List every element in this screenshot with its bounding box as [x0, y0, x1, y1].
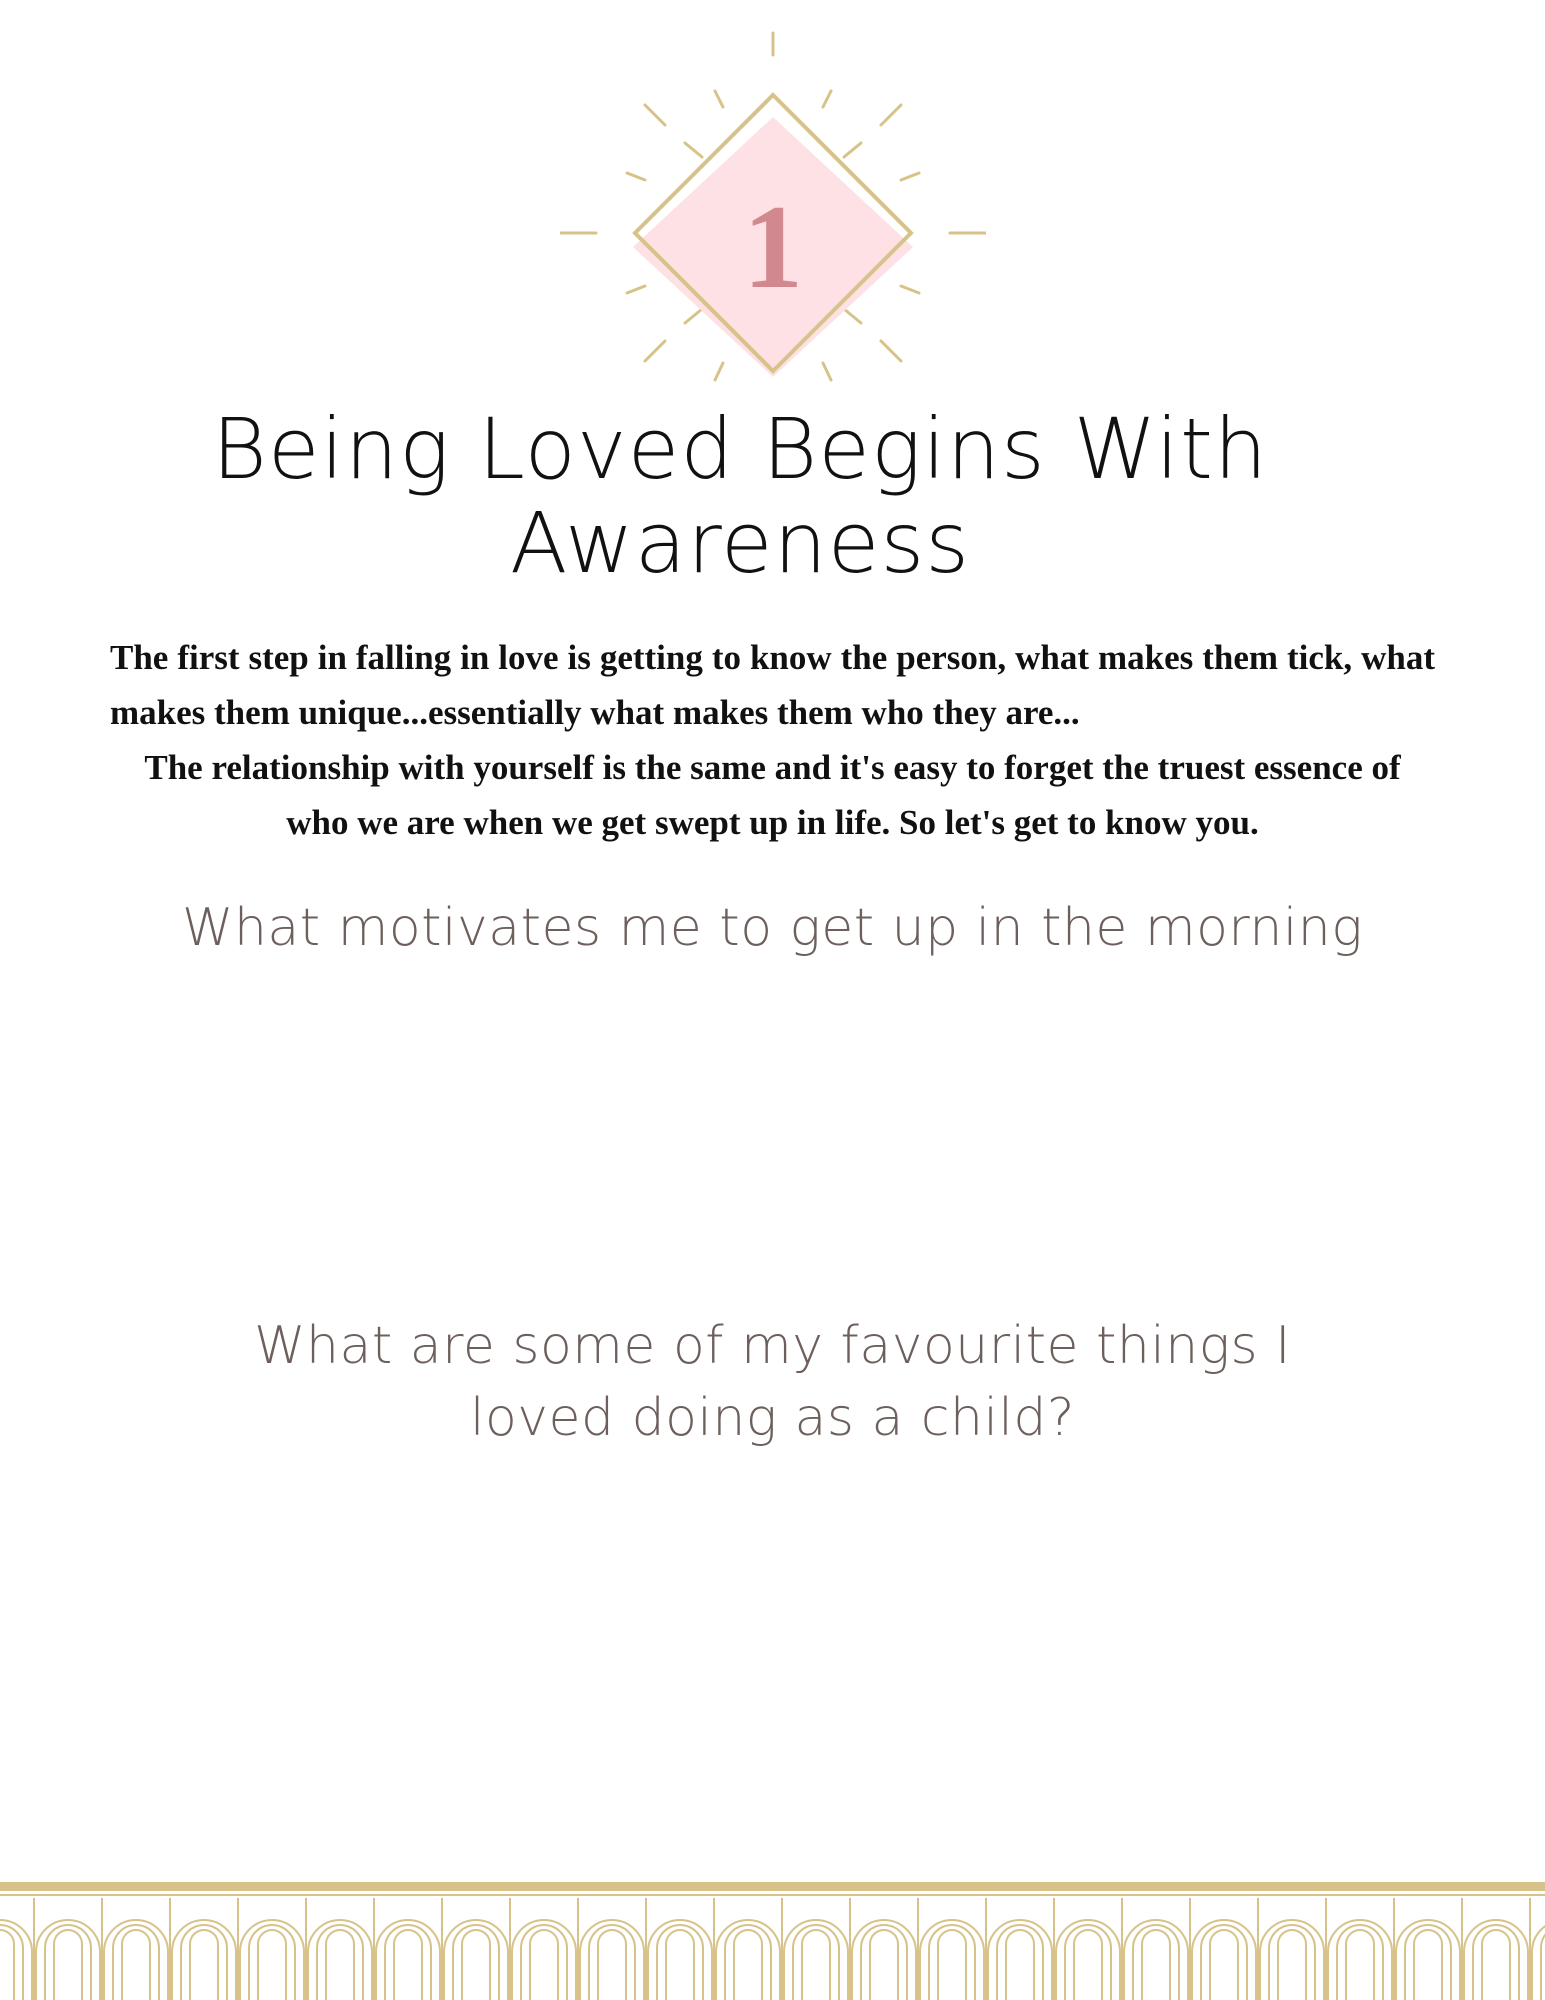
- deco-arch: [997, 1925, 1043, 2000]
- deco-arch: [1210, 1930, 1238, 2000]
- prompt-morning-motivation: What motivates me to get up in the morning: [182, 898, 1363, 958]
- page-title: [0, 402, 1480, 590]
- deco-arch: [598, 1930, 626, 2000]
- deco-arch: [54, 1930, 82, 2000]
- deco-arch: [1337, 1925, 1383, 2000]
- deco-arch: [1065, 1925, 1111, 2000]
- deco-arch: [929, 1925, 975, 2000]
- deco-arch: [1278, 1930, 1306, 2000]
- deco-arch: [657, 1925, 703, 2000]
- deco-arch: [589, 1925, 635, 2000]
- deco-arch: [1074, 1930, 1102, 2000]
- deco-arch: [861, 1925, 907, 2000]
- deco-arch: [521, 1925, 567, 2000]
- deco-arch: [385, 1925, 431, 2000]
- deco-arch: [1414, 1930, 1442, 2000]
- deco-arch: [870, 1930, 898, 2000]
- deco-arch: [113, 1925, 159, 2000]
- prompt-childhood-favourites: [0, 1310, 1545, 1454]
- deco-arch: [1142, 1930, 1170, 2000]
- deco-arch: [45, 1925, 91, 2000]
- deco-arch: [1346, 1930, 1374, 2000]
- answer-area-childhood-favourites[interactable]: [110, 1455, 1435, 1850]
- deco-arch: [666, 1930, 694, 2000]
- deco-arch: [1201, 1925, 1247, 2000]
- deco-arch: [1269, 1925, 1315, 2000]
- deco-arch: [0, 1930, 14, 2000]
- intro-paragraph-2: The relationship with yourself is the same and it's easy to forget the truest essence of who we are when we get swept up in life. So let's get to know you.: [144, 748, 1401, 842]
- intro-paragraph-1: The first step in falling in love is getting to know the person, what makes them tick, what makes them unique...essentially what makes them who they are...: [110, 638, 1435, 732]
- deco-arch: [453, 1925, 499, 2000]
- deco-arch: [1473, 1925, 1519, 2000]
- deco-arch: [793, 1925, 839, 2000]
- deco-arch: [1405, 1925, 1451, 2000]
- art-deco-border-decoration: [0, 1882, 1545, 2000]
- deco-arch: [258, 1930, 286, 2000]
- prompt-childhood-favourites-text: What are some of my favourite things I loved doing as a child?: [254, 1316, 1291, 1448]
- deco-arch: [530, 1930, 558, 2000]
- deco-arch: [802, 1930, 830, 2000]
- deco-arch: [190, 1930, 218, 2000]
- deco-arch: [462, 1930, 490, 2000]
- deco-arch: [181, 1925, 227, 2000]
- answer-area-morning-motivation[interactable]: [110, 975, 1435, 1285]
- deco-arch: [725, 1925, 771, 2000]
- deco-arch: [317, 1925, 363, 2000]
- deco-arch: [249, 1925, 295, 2000]
- deco-arch: [1006, 1930, 1034, 2000]
- deco-arch: [122, 1930, 150, 2000]
- deco-arch: [1532, 1920, 1545, 2000]
- deco-arch: [1482, 1930, 1510, 2000]
- deco-arch: [326, 1930, 354, 2000]
- badge-number: 1: [743, 180, 803, 313]
- deco-arch: [394, 1930, 422, 2000]
- intro-text: [110, 630, 1435, 850]
- number-badge-sunburst-icon: [560, 25, 986, 395]
- deco-arch: [938, 1930, 966, 2000]
- title-line-1: Being Loved Begins With: [211, 400, 1269, 498]
- title-line-2: Awareness: [509, 494, 971, 592]
- deco-arch: [1133, 1925, 1179, 2000]
- deco-arch: [1541, 1925, 1545, 2000]
- deco-arch: [734, 1930, 762, 2000]
